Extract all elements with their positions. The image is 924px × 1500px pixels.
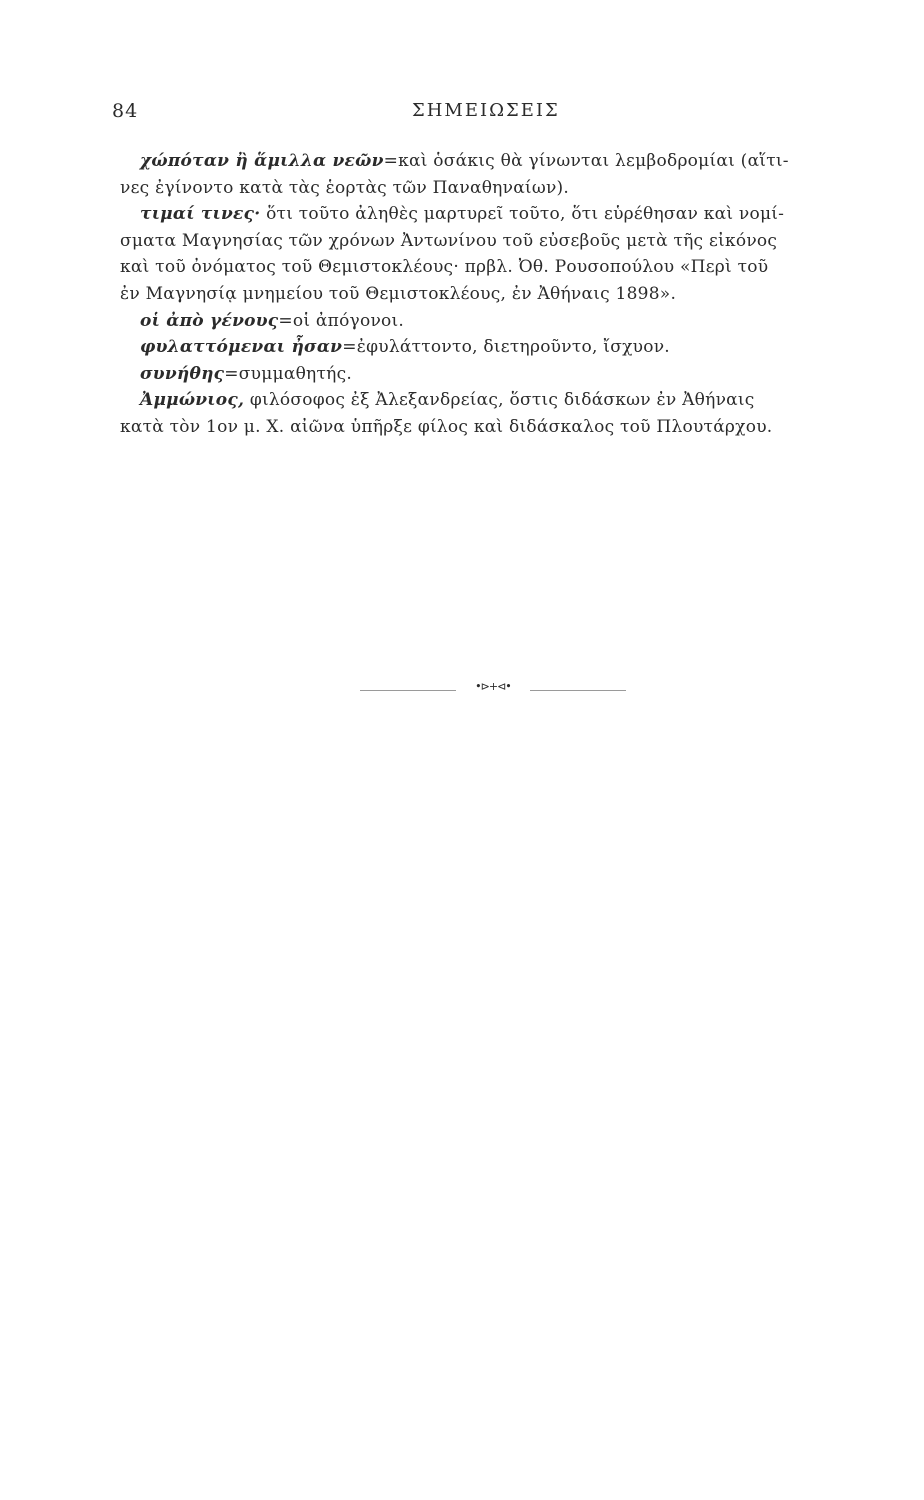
equals-sign: = <box>224 363 239 384</box>
note-text: ἐν Μαγνησίᾳ μνημείου τοῦ Θεμιστοκλέους, ἐν Ἀθήναις 1898». <box>120 283 677 304</box>
note-lemma: Ἀμμώνιος, <box>140 390 245 411</box>
note-line <box>120 387 870 414</box>
note-line <box>120 254 870 281</box>
divider-rule-right <box>530 690 626 691</box>
equals-sign: = <box>342 337 357 358</box>
note-text: ὅτι τοῦτο ἀληθὲς μαρτυρεῖ τοῦτο, ὅτι εὑρέθησαν καὶ νομί- <box>266 204 785 225</box>
note-lemma: συνήθης <box>140 363 225 384</box>
note-line <box>120 228 870 255</box>
page-header <box>112 100 792 130</box>
divider-rule-left <box>360 690 456 691</box>
equals-sign: = <box>383 151 399 171</box>
note-text: νες ἐγίνοντο κατὰ τὰς ἑορτὰς τῶν Παναθηναίων). <box>120 177 570 198</box>
running-head: ΣΗΜΕΙΩΣΕΙΣ <box>412 100 560 121</box>
note-text: σματα Μαγνησίας τῶν χρόνων Ἀντωνίνου τοῦ εὐσεβοῦς μετὰ τῆς εἰκόνος <box>120 230 778 251</box>
note-line <box>120 361 870 388</box>
note-line <box>120 201 870 228</box>
note-line <box>120 281 870 308</box>
note-line <box>120 175 870 202</box>
ornamental-divider <box>360 680 626 698</box>
note-line <box>120 308 870 335</box>
equals-sign: = <box>278 310 293 331</box>
note-lemma: χώπόταν ἢ ἅμιλλα νεῶν <box>140 151 384 171</box>
note-lemma: τιμαί τινες· <box>140 204 261 225</box>
fleuron-icon: •⊳+⊲• <box>475 680 511 693</box>
note-line <box>120 414 870 441</box>
note-text: καὶ ὁσάκις θὰ γίνωνται λεμβοδρομίαι (αἵτι- <box>398 151 789 171</box>
note-lemma: φυλαττόμεναι ἦσαν <box>140 337 343 358</box>
note-line <box>120 334 870 361</box>
note-text: φιλόσοφος ἐξ Ἀλεξανδρείας, ὅστις διδάσκων ἐν Ἀθήναις <box>249 390 755 411</box>
note-text: ἐφυλάττοντο, διετηροῦντο, ἴσχυον. <box>356 337 670 358</box>
note-text: κατὰ τὸν 1ον μ. Χ. αἰῶνα ὑπῆρξε φίλος καὶ διδάσκαλος τοῦ Πλουτάρχου. <box>120 416 773 437</box>
note-lemma: οἱ ἀπὸ γένους <box>140 310 279 331</box>
note-line <box>120 148 870 175</box>
note-text: οἱ ἀπόγονοι. <box>292 310 405 331</box>
note-text: συμμαθητής. <box>238 363 352 384</box>
notes-section <box>120 148 870 441</box>
page-number: 84 <box>112 100 139 122</box>
note-text: καὶ τοῦ ὀνόματος τοῦ Θεμιστοκλέους· πρβλ. Ὀθ. Ρουσοπούλου «Περὶ τοῦ <box>120 257 769 278</box>
